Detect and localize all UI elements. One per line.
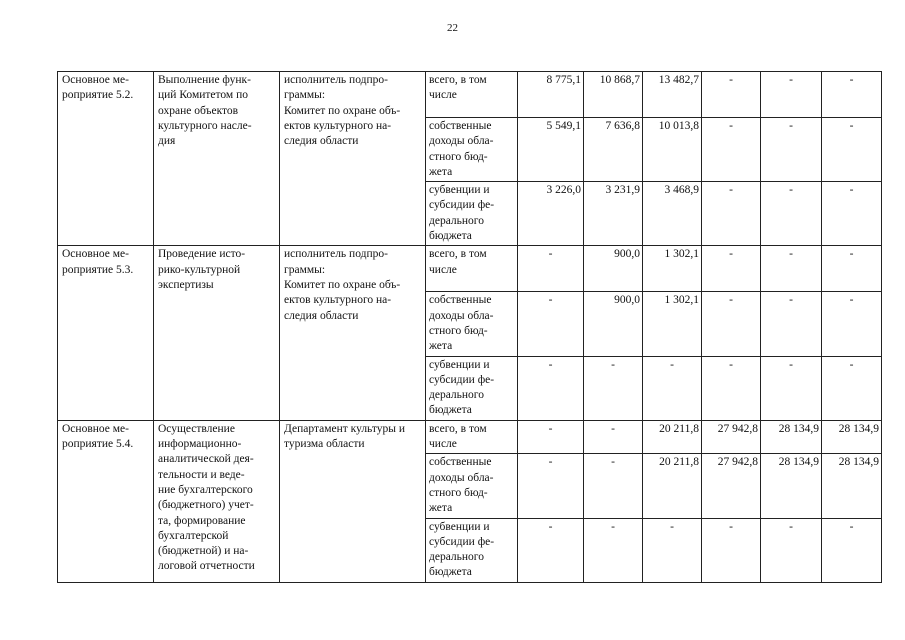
funding-value-year-4: -: [702, 182, 761, 246]
funding-value-year-6: -: [822, 292, 882, 356]
funding-value-year-6: -: [822, 518, 882, 582]
funding-value-year-3: 1 302,1: [643, 246, 702, 292]
funding-value-year-5: -: [761, 356, 822, 420]
funding-value-year-6: -: [822, 72, 882, 118]
funding-source: субвенции и субсидии фе- дерального бюджета: [426, 518, 518, 582]
program-measures-table: [57, 71, 882, 583]
measure-title: Осуществление информационно- аналитической дея- тельности и веде- ние бухгалтерского (бюджетного) учет- та, формирование бухгалтерской (бюджетной) и на- логовой отчетности: [154, 420, 280, 582]
funding-value-year-2: -: [584, 454, 643, 518]
funding-value-year-6: -: [822, 356, 882, 420]
funding-value-year-5: -: [761, 182, 822, 246]
funding-value-year-5: 28 134,9: [761, 454, 822, 518]
page-number: 22: [447, 22, 458, 34]
funding-value-year-3: 3 468,9: [643, 182, 702, 246]
funding-source: всего, в том числе: [426, 72, 518, 118]
funding-value-year-4: -: [702, 356, 761, 420]
funding-value-year-6: -: [822, 182, 882, 246]
funding-value-year-1: -: [518, 518, 584, 582]
funding-value-year-2: 10 868,7: [584, 72, 643, 118]
funding-value-year-3: -: [643, 356, 702, 420]
funding-value-year-3: 1 302,1: [643, 292, 702, 356]
funding-value-year-1: 3 226,0: [518, 182, 584, 246]
funding-value-year-4: 27 942,8: [702, 454, 761, 518]
funding-value-year-5: -: [761, 292, 822, 356]
funding-value-year-4: -: [702, 246, 761, 292]
table-row: [58, 246, 882, 292]
funding-value-year-4: -: [702, 72, 761, 118]
table-row: [58, 72, 882, 118]
funding-value-year-1: -: [518, 246, 584, 292]
funding-value-year-6: 28 134,9: [822, 420, 882, 454]
funding-value-year-1: -: [518, 454, 584, 518]
measure-executor: исполнитель подпро- граммы: Комитет по охране объ- ектов культурного на- следия области: [280, 246, 426, 420]
funding-value-year-5: -: [761, 72, 822, 118]
funding-source: собственные доходы обла- стного бюд- жета: [426, 454, 518, 518]
measure-code: Основное ме- роприятие 5.2.: [58, 72, 154, 246]
funding-source: всего, в том числе: [426, 246, 518, 292]
funding-source: субвенции и субсидии фе- дерального бюджета: [426, 182, 518, 246]
funding-value-year-2: -: [584, 518, 643, 582]
funding-value-year-3: 20 211,8: [643, 420, 702, 454]
funding-value-year-4: -: [702, 292, 761, 356]
funding-source: всего, в том числе: [426, 420, 518, 454]
funding-source: субвенции и субсидии фе- дерального бюджета: [426, 356, 518, 420]
funding-value-year-1: 5 549,1: [518, 118, 584, 182]
funding-value-year-1: -: [518, 292, 584, 356]
funding-value-year-2: 7 636,8: [584, 118, 643, 182]
measure-executor: Департамент культуры и туризма области: [280, 420, 426, 582]
funding-value-year-3: 10 013,8: [643, 118, 702, 182]
funding-value-year-5: 28 134,9: [761, 420, 822, 454]
funding-value-year-4: -: [702, 118, 761, 182]
table-body: [58, 72, 882, 583]
measure-code: Основное ме- роприятие 5.3.: [58, 246, 154, 420]
table-row: [58, 420, 882, 454]
funding-value-year-3: 13 482,7: [643, 72, 702, 118]
funding-value-year-5: -: [761, 518, 822, 582]
funding-value-year-2: 900,0: [584, 292, 643, 356]
funding-value-year-6: -: [822, 246, 882, 292]
measure-executor: исполнитель подпро- граммы: Комитет по охране объ- ектов культурного на- следия области: [280, 72, 426, 246]
funding-value-year-4: 27 942,8: [702, 420, 761, 454]
measure-code: Основное ме- роприятие 5.4.: [58, 420, 154, 582]
measure-title: Выполнение функ- ций Комитетом по охране объектов культурного насле- дия: [154, 72, 280, 246]
funding-value-year-1: -: [518, 420, 584, 454]
funding-value-year-3: 20 211,8: [643, 454, 702, 518]
funding-value-year-2: -: [584, 356, 643, 420]
funding-value-year-5: -: [761, 246, 822, 292]
funding-value-year-2: -: [584, 420, 643, 454]
funding-value-year-6: 28 134,9: [822, 454, 882, 518]
funding-value-year-2: 3 231,9: [584, 182, 643, 246]
funding-source: собственные доходы обла- стного бюд- жета: [426, 292, 518, 356]
funding-value-year-4: -: [702, 518, 761, 582]
funding-value-year-3: -: [643, 518, 702, 582]
funding-value-year-1: 8 775,1: [518, 72, 584, 118]
funding-source: собственные доходы обла- стного бюд- жета: [426, 118, 518, 182]
funding-value-year-5: -: [761, 118, 822, 182]
measure-title: Проведение исто- рико-культурной экспертизы: [154, 246, 280, 420]
funding-value-year-2: 900,0: [584, 246, 643, 292]
funding-value-year-6: -: [822, 118, 882, 182]
funding-value-year-1: -: [518, 356, 584, 420]
